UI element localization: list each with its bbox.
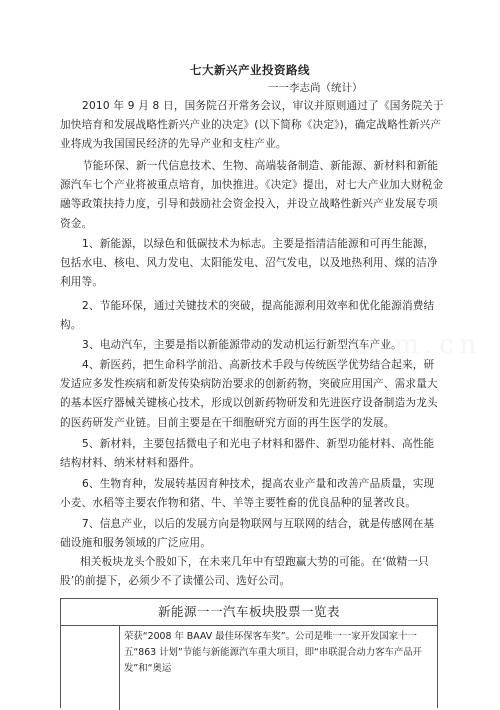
document-author: 一一李志尚（统计） [268, 82, 363, 94]
stock-table [60, 598, 438, 708]
paragraph-bio-breeding: 6、生物育种，发展转基因育种技术，提高农业产量和改善产品质量，实现小麦、水稻等主要农作物和猪、牛、羊等主要牲畜的优良品种的显著改良。 [60, 478, 435, 510]
paragraph-overview: 节能环保、新一代信息技术、生物、高端装备制造、新能源、新材料和新能源汽车七个产业将被重点培育，加快推进。《决定》提出，对七大产业加大财税金融等政策扶持力度，引导和鼓励社会资金投入，并设立战略性新兴产业发展专项资金。 [60, 160, 444, 230]
table-header: 新能源一一汽车板块股票一览表 [61, 599, 437, 626]
paragraph-electric-vehicles: 3、电动汽车，主要是指以新能源带动的发动机运行新型汽车产业。 [82, 339, 402, 351]
table-cell-stock [61, 626, 120, 710]
paragraph-new-medicine: 4、新医药，把生命科学前沿、高新技术手段与传统医学优势结合起来，研发适应多发性疾病和新发传染病防治要求的创新药物，突破应用国产、需求量大的基本医疗器械关键核心技术，形成以创新药物研发和先进医疗设备制造为龙头的医药研发产业链。目前主要是在干细胞研究方面的再生医学的发展。 [60, 359, 438, 429]
paragraph-stocks-intro: 相关板块龙头个股如下，在未来几年中有望跑赢大势的可能。在‘做精一只股’的前提下，必须少不了读懂公司、选好公司。 [60, 556, 429, 588]
paragraph-new-energy: 1、新能源，以绿色和低碳技术为标志。主要是指清洁能源和可再生能源，包括水电、核电、风力发电、太阳能发电、沼气发电，以及地热利用、煤的洁净利用等。 [60, 238, 438, 289]
document-title: 七大新兴产业投资路线 [190, 63, 310, 77]
table-cell-description: 荣获“2008 年 BAAV 最佳环保客车奖”。公司是唯一一家开发国家十一五“863 计划”节能与新能源汽车重大项目，即“串联混合动力客车产品开发”和“奥运 [124, 631, 422, 674]
paragraph-intro: 2010 年 9 月 8 日，国务院召开常务会议，审议并原则通过了《国务院关于加快培育和发展战略性新兴产业的决定》(以下简称《决定》)，确定战略性新兴产业将成为我国国民经济的先导产业和支柱产业。 [60, 100, 444, 151]
paragraph-info-industry: 7、信息产业，以后的发展方向是物联网与互联网的结合，就是传感网在基础设施和服务领域的广泛应用。 [60, 518, 435, 550]
table-row [61, 626, 437, 710]
paragraph-new-materials: 5、新材料，主要包括微电子和光电子材料和器件、新型功能材料、高性能结构材料、纳米材料和器件。 [60, 438, 435, 470]
paragraph-energy-saving: 2、节能环保，通过关键技术的突破，提高能源利用效率和优化能源消费结构。 [60, 300, 435, 332]
